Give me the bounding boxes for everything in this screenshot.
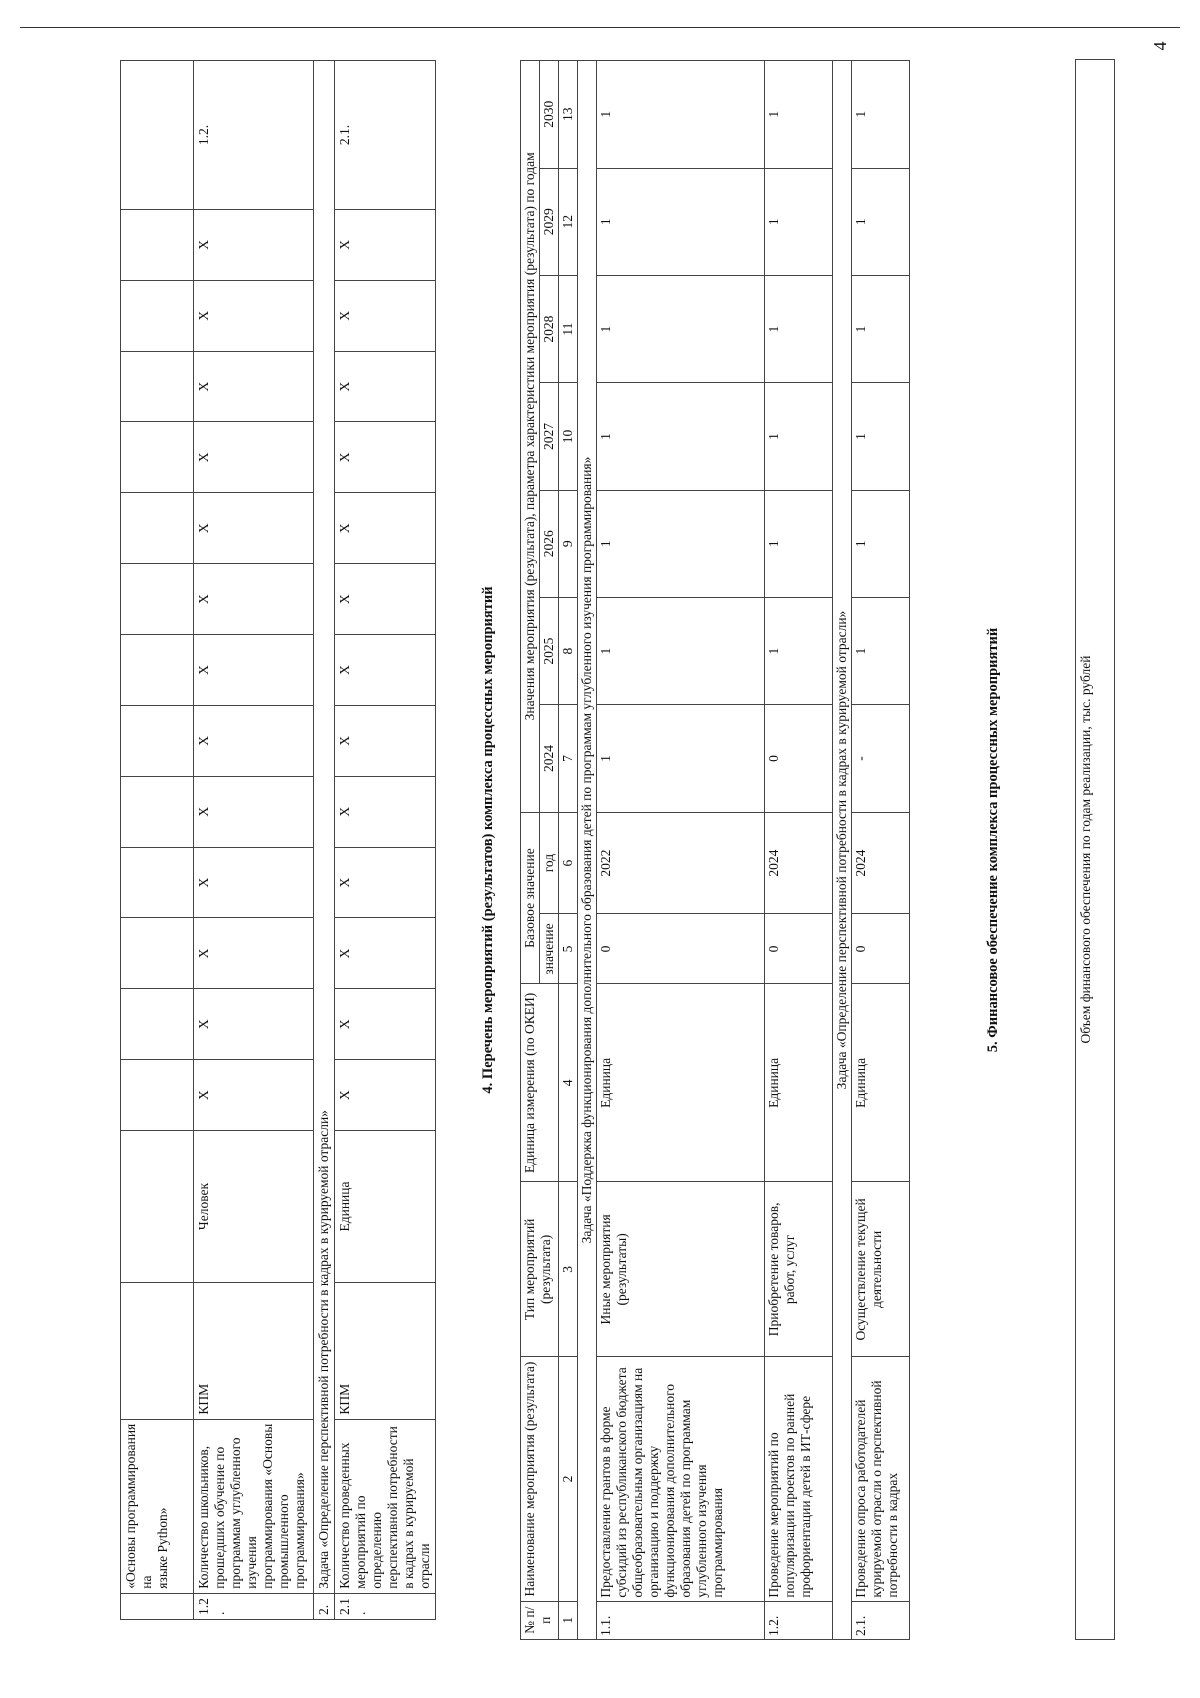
header-base-year: год [540,812,559,914]
x-cell: X [194,776,314,847]
table-header-row [521,61,540,1640]
activity-type: Приобретение товаров, работ, услуг [765,1182,833,1357]
x-cell: X [335,918,436,989]
row-number: 1.2. [765,1601,833,1639]
x-cell: X [194,422,314,493]
x-cell: X [194,1060,314,1131]
base-value: 0 [852,914,910,984]
header-base: Базовое значение [521,812,540,984]
col-number: 2 [559,1357,578,1601]
header-values: Значения мероприятия (результата), параметра характеристики мероприятия (результата) по годам [521,61,540,813]
header-year: 2030 [540,61,559,169]
task-heading: Задача «Определение перспективной потребности в кадрах в курируемой отрасли» [314,61,335,1594]
year-value: 1 [765,61,833,169]
indicator-name: Количество школьников, прошедших обучение по программам углубленного изучения программирования «Основы промышленного программирования» [194,1419,314,1593]
x-cell: X [194,280,314,351]
activity-name: Предоставление грантов в форме субсидий из республиканского бюджета общеобразовательным организациям на организацию и поддержку функционирования дополнительного образования детей по программам углубленного изучения программирования [597,1357,765,1601]
year-value: 1 [852,61,910,169]
finance-header: Объем финансового обеспечения по годам реализации, тыс. рублей [1076,60,1115,1640]
linked-indicator: 2.1. [335,61,436,210]
task-row [578,61,597,1640]
base-year: 2024 [765,812,833,914]
x-cell: X [335,847,436,918]
activity-unit: Единица [765,984,833,1182]
page-number: 4 [1149,41,1170,51]
year-value: 1 [597,705,765,812]
year-value: 1 [597,275,765,382]
table-row [194,61,314,1620]
indicator-name: Количество проведенных мероприятий по определению перспективной потребности в кадрах в курируемой отрасли [335,1419,436,1593]
header-year: 2025 [540,597,559,704]
header-type: Тип мероприятий (результата) [521,1182,559,1357]
year-value: 1 [597,168,765,275]
header-name: Наименование мероприятия (результата) [521,1357,559,1601]
year-value: - [852,705,910,812]
task-heading: Задача «Поддержка функционирования дополнительного образования детей по программам углубленного изучения программирования» [578,61,597,1640]
finance-table [1075,59,1115,1640]
x-cell: X [194,351,314,422]
row-number: 2.1. [335,1593,436,1619]
col-number: 13 [559,61,578,169]
header-year: 2026 [540,490,559,597]
year-value: 1 [765,490,833,597]
year-value: 1 [852,490,910,597]
rotated-page-content [120,40,1200,1660]
x-cell: X [335,564,436,635]
table-row [597,61,765,1640]
x-cell: X [194,989,314,1060]
activity-name: Проведение опроса работодателей курируемой отрасли о перспективной потребности в кадрах [852,1357,910,1601]
year-value: 1 [597,383,765,490]
x-cell: X [335,351,436,422]
table-row [314,61,335,1620]
year-value: 1 [597,61,765,169]
indicator-unit: Единица [335,1131,436,1283]
x-cell: X [194,209,314,280]
header-year: 2028 [540,275,559,382]
year-value: 1 [852,168,910,275]
x-cell: X [335,705,436,776]
table-row [765,61,833,1640]
base-year: 2024 [852,812,910,914]
x-cell: X [335,493,436,564]
year-value: 1 [852,275,910,382]
row-number: 2.1. [852,1601,910,1639]
indicator-name-cont: «Основы программирования на языке Python» [121,1419,194,1593]
x-cell: X [194,918,314,989]
x-cell: X [335,1060,436,1131]
table-row [121,61,194,1620]
year-value: 1 [765,168,833,275]
year-value: 1 [852,597,910,704]
activity-name: Проведение мероприятий по популяризации проектов по ранней профориентации детей в ИТ-сфере [765,1357,833,1601]
x-cell: X [335,989,436,1060]
col-number: 4 [559,984,578,1182]
col-number: 1 [559,1601,578,1639]
column-numbers-row [559,61,578,1640]
activity-unit: Единица [597,984,765,1182]
year-value: 1 [597,490,765,597]
col-number: 8 [559,597,578,704]
header-unit: Единица измерения (по ОКЕИ) [521,984,559,1182]
header-num: № п/п [521,1601,559,1639]
top-rule [20,27,1180,28]
table-row [335,61,436,1620]
col-number: 10 [559,383,578,490]
row-number: 1.1. [597,1601,765,1639]
section-4-title: 4. Перечень мероприятий (результатов) комплекса процессных мероприятий [480,586,496,1094]
base-value: 0 [765,914,833,984]
indicators-table [120,60,436,1620]
row-number: 1.2. [194,1593,314,1619]
header-base-value: значение [540,914,559,984]
indicator-type: КПМ [194,1282,314,1419]
col-number: 5 [559,914,578,984]
task-row [833,61,852,1640]
x-cell: X [335,209,436,280]
table-row [852,61,910,1640]
row-number: 2. [314,1593,335,1619]
year-value: 1 [765,597,833,704]
year-value: 1 [597,597,765,704]
x-cell: X [194,705,314,776]
base-value: 0 [597,914,765,984]
x-cell: X [335,635,436,706]
x-cell: X [194,564,314,635]
activity-type: Иные мероприятия (результаты) [597,1182,765,1357]
x-cell: X [194,493,314,564]
col-number: 7 [559,705,578,812]
header-year: 2027 [540,383,559,490]
activities-table [520,60,910,1640]
col-number: 3 [559,1182,578,1357]
table-header-row [1076,60,1115,1640]
x-cell: X [335,280,436,351]
year-value: 1 [852,383,910,490]
x-cell: X [335,422,436,493]
linked-indicator: 1.2. [194,61,314,210]
base-year: 2022 [597,812,765,914]
col-number: 12 [559,168,578,275]
section-5-title: 5. Финансовое обеспечение комплекса процессных мероприятий [985,627,1001,1053]
activity-unit: Единица [852,984,910,1182]
year-value: 1 [765,275,833,382]
col-number: 9 [559,490,578,597]
x-cell: X [335,776,436,847]
activity-type: Осуществление текущей деятельности [852,1182,910,1357]
task-heading: Задача «Определение перспективной потребности в кадрах в курируемой отрасли» [833,61,852,1640]
col-number: 6 [559,812,578,914]
col-number: 11 [559,275,578,382]
year-value: 0 [765,705,833,812]
x-cell: X [194,635,314,706]
year-value: 1 [765,383,833,490]
x-cell: X [194,847,314,918]
header-year: 2024 [540,705,559,812]
indicator-type: КПМ [335,1282,436,1419]
header-year: 2029 [540,168,559,275]
indicator-unit: Человек [194,1131,314,1283]
